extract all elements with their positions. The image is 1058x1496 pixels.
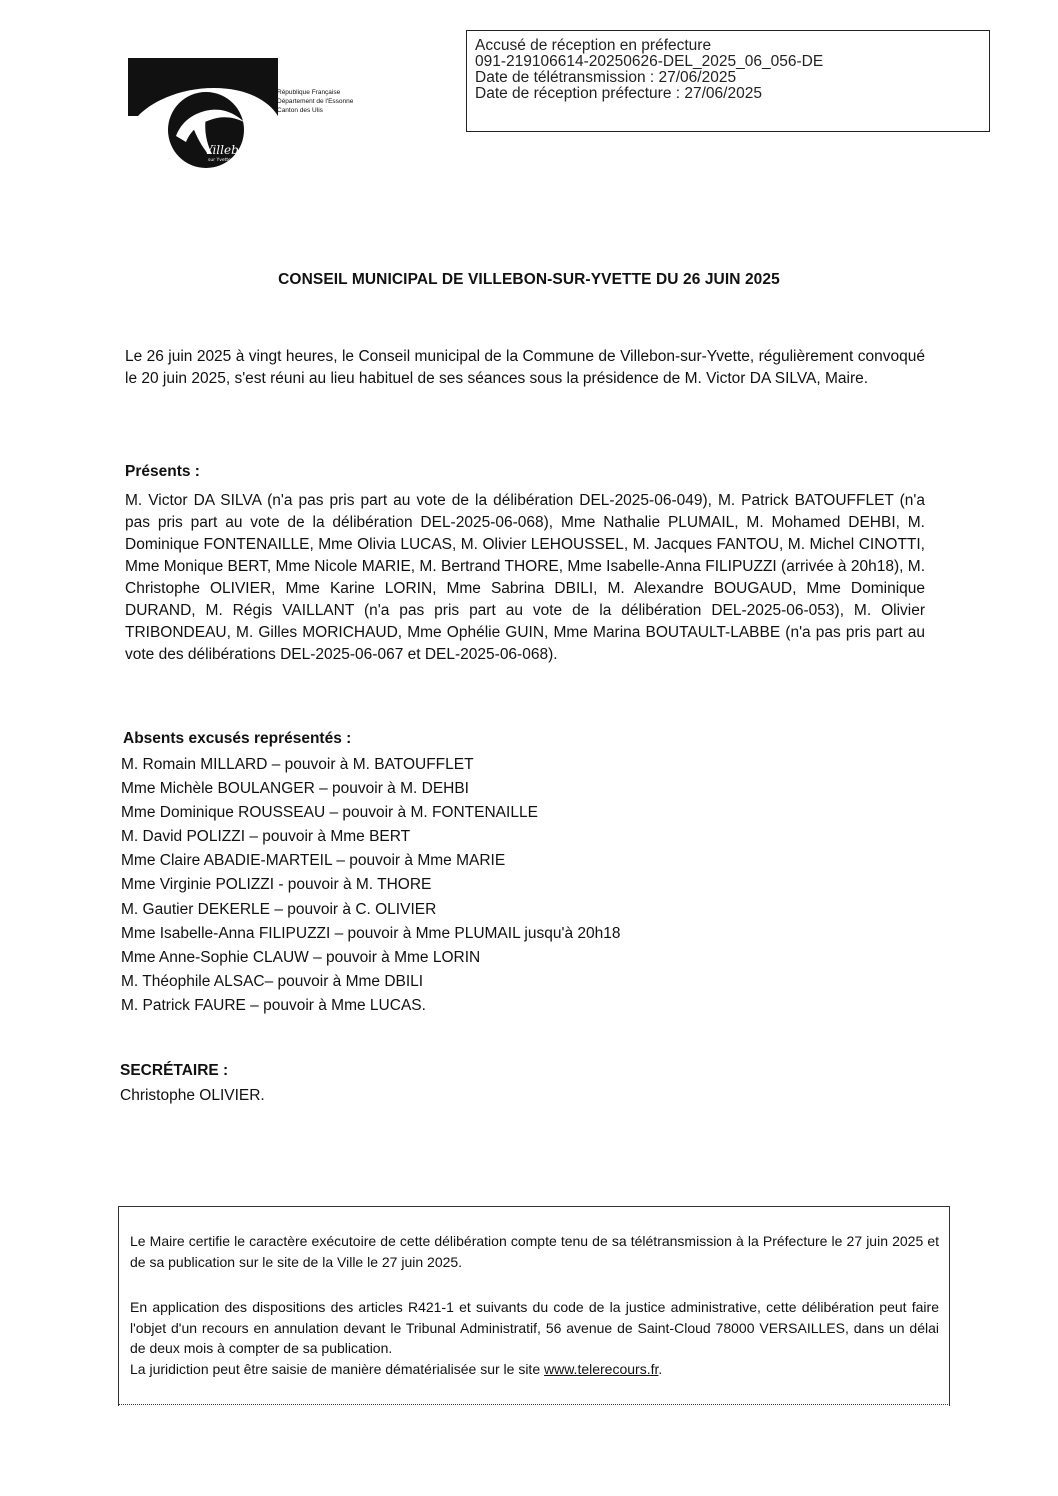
intro-paragraph: Le 26 juin 2025 à vingt heures, le Conseil municipal de la Commune de Villebon-sur-Yvette, régulièrement convoqué le 20 juin 2025, s'est réuni au lieu habituel de ses séances sous la présidence de M. Victor DA SILVA, Maire. bbox=[125, 348, 925, 387]
absents-list bbox=[121, 753, 620, 1018]
list-item: M. Romain MILLARD – pouvoir à M. BATOUFFLET bbox=[121, 756, 474, 773]
stamp-transmission-date: Date de télétransmission : 27/06/2025 bbox=[475, 69, 737, 86]
list-item: Mme Anne-Sophie CLAUW – pouvoir à Mme LORIN bbox=[121, 948, 481, 966]
list-item: M. David POLIZZI – pouvoir à Mme BERT bbox=[121, 828, 411, 846]
logo-wordmark: Villebon bbox=[204, 143, 254, 157]
list-item: Mme Isabelle-Anna FILIPUZZI – pouvoir à Mme PLUMAIL jusqu'à 20h18 bbox=[121, 924, 621, 942]
villebon-emblem-icon bbox=[128, 58, 278, 178]
logo-wordmark-sub: sur Yvette bbox=[208, 158, 231, 163]
document-title: CONSEIL MUNICIPAL DE VILLEBON-SUR-YVETTE DU 26 JUIN 2025 bbox=[278, 271, 780, 288]
logo-canton: Canton des Ulis bbox=[277, 107, 323, 114]
logo-caption bbox=[277, 88, 353, 115]
juridiction-text: La juridiction peut être saisie de manière dématérialisée sur le site bbox=[130, 1361, 541, 1377]
secretaire-name: Christophe OLIVIER. bbox=[120, 1087, 265, 1104]
stamp-title: Accusé de réception en préfecture bbox=[475, 37, 712, 54]
juridiction-suffix: . bbox=[658, 1361, 663, 1377]
stamp-reference: 091-219106614-20250626-DEL_2025_06_056-DE bbox=[475, 53, 824, 70]
certification-text: Le Maire certifie le caractère exécutoire de cette délibération compte tenu de sa télétransmission à la Préfecture le 27 juin 2025 et de sa publication sur le site de la Ville le 27 juin 2025. bbox=[130, 1233, 939, 1270]
list-item: Mme Dominique ROUSSEAU – pouvoir à M. FONTENAILLE bbox=[121, 804, 538, 822]
legal-notice-box bbox=[118, 1206, 950, 1406]
prefecture-receipt-stamp bbox=[466, 30, 990, 132]
logo-republique: République Française bbox=[277, 89, 341, 96]
absents-heading: Absents excusés représentés : bbox=[123, 730, 352, 747]
legal-notice-bottom-border bbox=[118, 1404, 950, 1405]
list-item: Mme Michèle BOULANGER – pouvoir à M. DEHBI bbox=[121, 780, 469, 798]
list-item: M. Théophile ALSAC– pouvoir à Mme DBILI bbox=[121, 972, 424, 990]
villebon-logo bbox=[128, 58, 388, 178]
secretaire-heading: SECRÉTAIRE : bbox=[120, 1062, 229, 1079]
list-item: Mme Virginie POLIZZI - pouvoir à M. THORE bbox=[121, 876, 432, 894]
stamp-reception-date: Date de réception préfecture : 27/06/2025 bbox=[475, 85, 762, 102]
list-item: M. Gautier DEKERLE – pouvoir à C. OLIVIER bbox=[121, 900, 437, 918]
logo-departement: Département de l'Essonne bbox=[277, 98, 354, 105]
presents-heading: Présents : bbox=[125, 463, 200, 480]
list-item: Mme Claire ABADIE-MARTEIL – pouvoir à Mme MARIE bbox=[121, 852, 506, 870]
juridiction-line bbox=[130, 1359, 939, 1380]
list-item: M. Patrick FAURE – pouvoir à Mme LUCAS. bbox=[121, 996, 426, 1014]
recours-text: En application des dispositions des articles R421-1 et suivants du code de la justice administrative, cette délibération peut faire l'objet d'un recours en annulation devant le Tribunal Administratif, 56 avenue de Saint-Cloud 78000 VERSAILLES, dans un délai de deux mois à compter de sa publication. bbox=[130, 1299, 939, 1356]
presents-list: M. Victor DA SILVA (n'a pas pris part au vote de la délibération DEL-2025-06-049), M. Patrick BATOUFFLET (n'a pas pris part au vote de la délibération DEL-2025-06-068), Mme Nathalie PLUMAIL, M. Mohamed DEHBI, M. Dominique FONTENAILLE, Mme Olivia LUCAS, M. Olivier LEHOUSSEL, M. Jacques FANTOU, M. Michel CINOTTI, Mme Monique BERT, Mme Nicole MARIE, M. Bertrand THORE, Mme Isabelle-Anna FILIPUZZI (arrivée à 20h18), M. Christophe OLIVIER, Mme Karine LORIN, Mme Sabrina DBILI, M. Alexandre BOUGAUD, Mme Dominique DURAND, M. Régis VAILLANT (n'a pas pris part au vote de la délibération DEL-2025-06-053), M. Olivier TRIBONDEAU, M. Gilles MORICHAUD, Mme Ophélie GUIN, Mme Marina BOUTAULT-LABBE (n'a pas pris part au vote des délibérations DEL-2025-06-067 et DEL-2025-06-068). bbox=[125, 492, 925, 663]
telerecours-link[interactable]: www.telerecours.fr bbox=[544, 1361, 659, 1377]
